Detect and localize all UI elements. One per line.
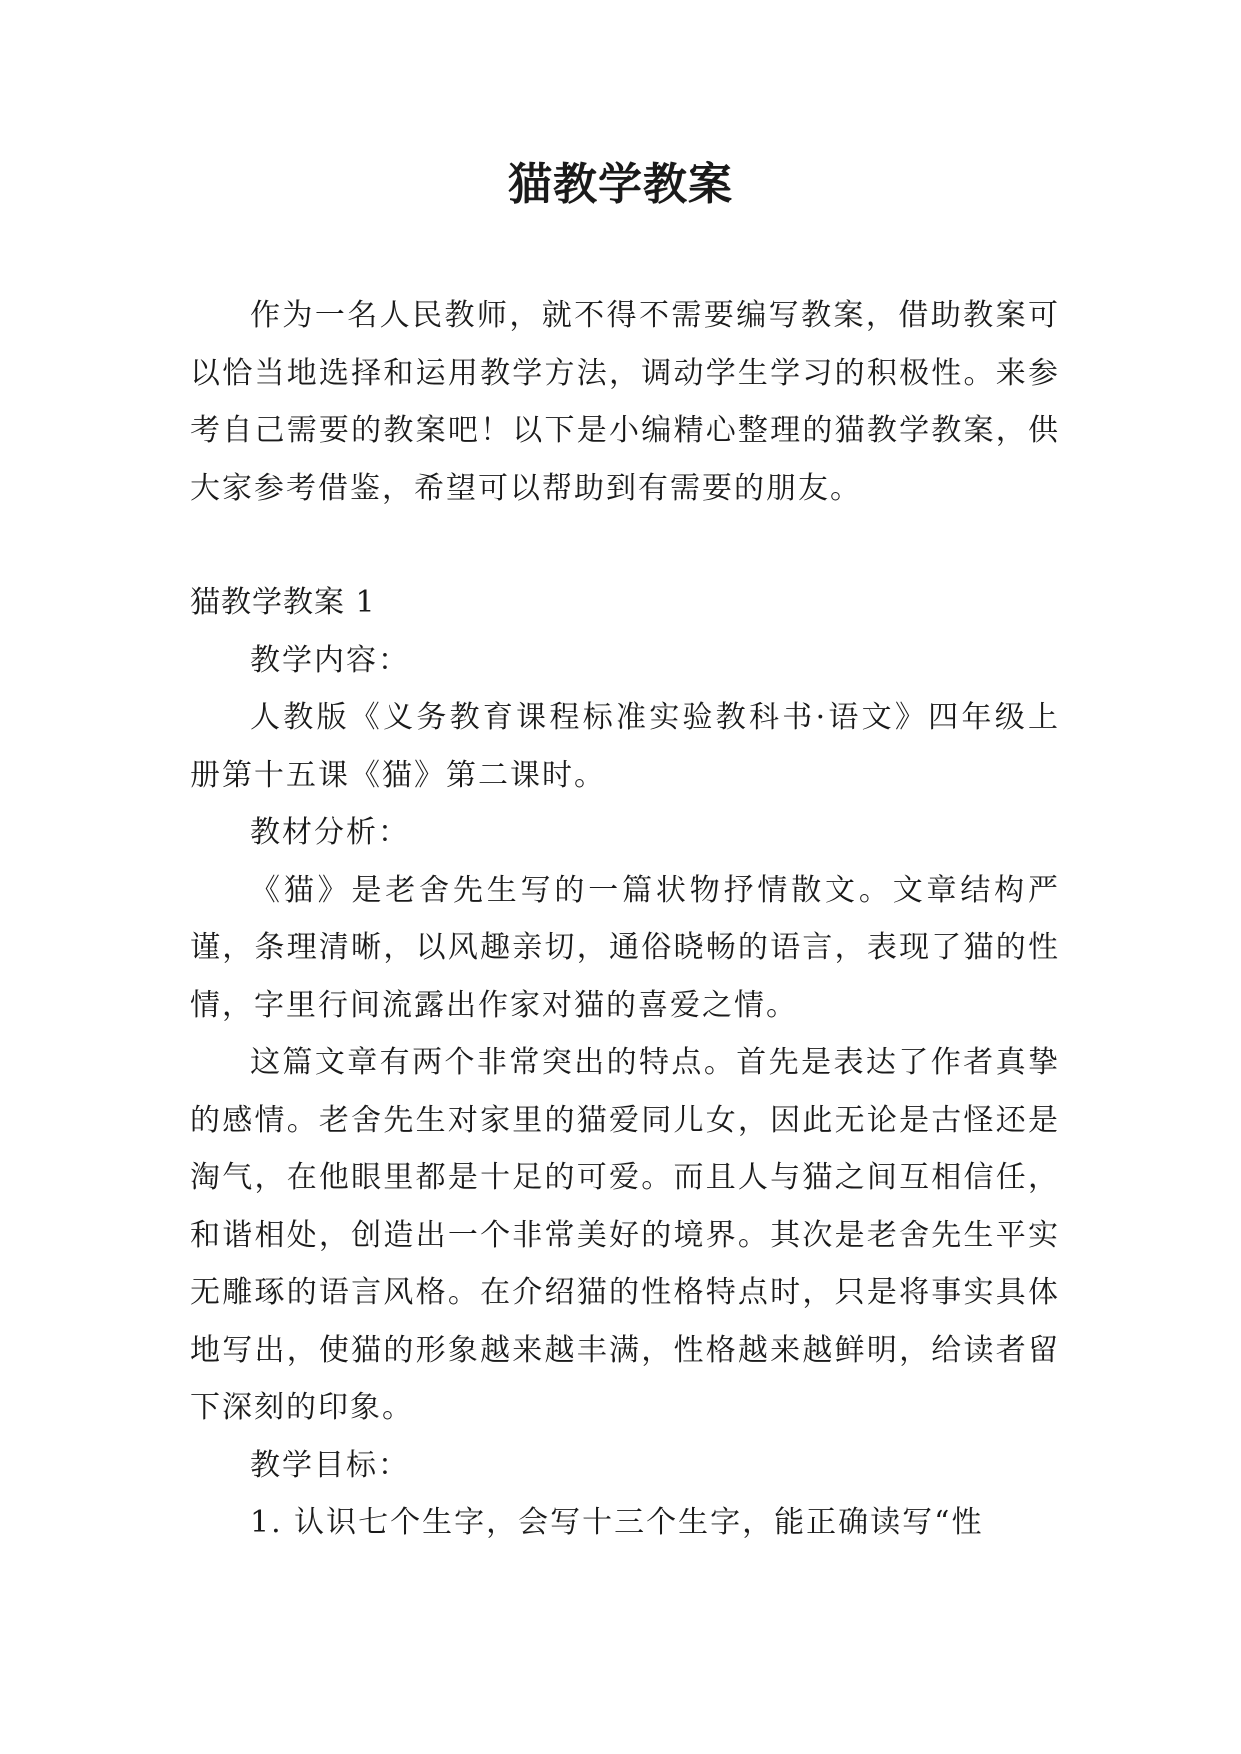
intro-paragraph: 作为一名人民教师，就不得不需要编写教案，借助教案可以恰当地选择和运用教学方法，调动学生学习的积极性。来参考自己需要的教案吧！以下是小编精心整理的猫教学教案，供大家参考借鉴，希望可以帮助到有需要的朋友。 — [190, 298, 1060, 506]
paragraph-goal-1: 1. 认识七个生字，会写十三个生字，能正确读写“性 — [250, 1505, 984, 1540]
document-body — [190, 287, 1060, 1552]
section-heading: 猫教学教案 1 — [190, 585, 376, 620]
label-teaching-goals: 教学目标： — [250, 1447, 410, 1483]
paragraph-analysis-2: 这篇文章有两个非常突出的特点。首先是表达了作者真挚的感情。老舍先生对家里的猫爱同儿女，因此无论是古怪还是淘气，在他眼里都是十足的可爱。而且人与猫之间互相信任，和谐相处，创造出一个非常美好的境界。其次是老舍先生平实无雕琢的语言风格。在介绍猫的性格特点时，只是将事实具体地写出，使猫的形象越来越丰满，性格越来越鲜明，给读者留下深刻的印象。 — [190, 1045, 1060, 1425]
page-title: 猫教学教案 — [508, 159, 733, 210]
paragraph-textbook-info: 人教版《义务教育课程标准实验教科书·语文》四年级上册第十五课《猫》第二课时。 — [190, 700, 1060, 793]
paragraph-analysis-1: 《猫》是老舍先生写的一篇状物抒情散文。文章结构严谨，条理清晰，以风趣亲切，通俗晓畅的语言，表现了猫的性情，字里行间流露出作家对猫的喜爱之情。 — [190, 872, 1060, 1023]
label-material-analysis: 教材分析： — [250, 815, 410, 850]
label-teaching-content: 教学内容： — [250, 642, 410, 678]
